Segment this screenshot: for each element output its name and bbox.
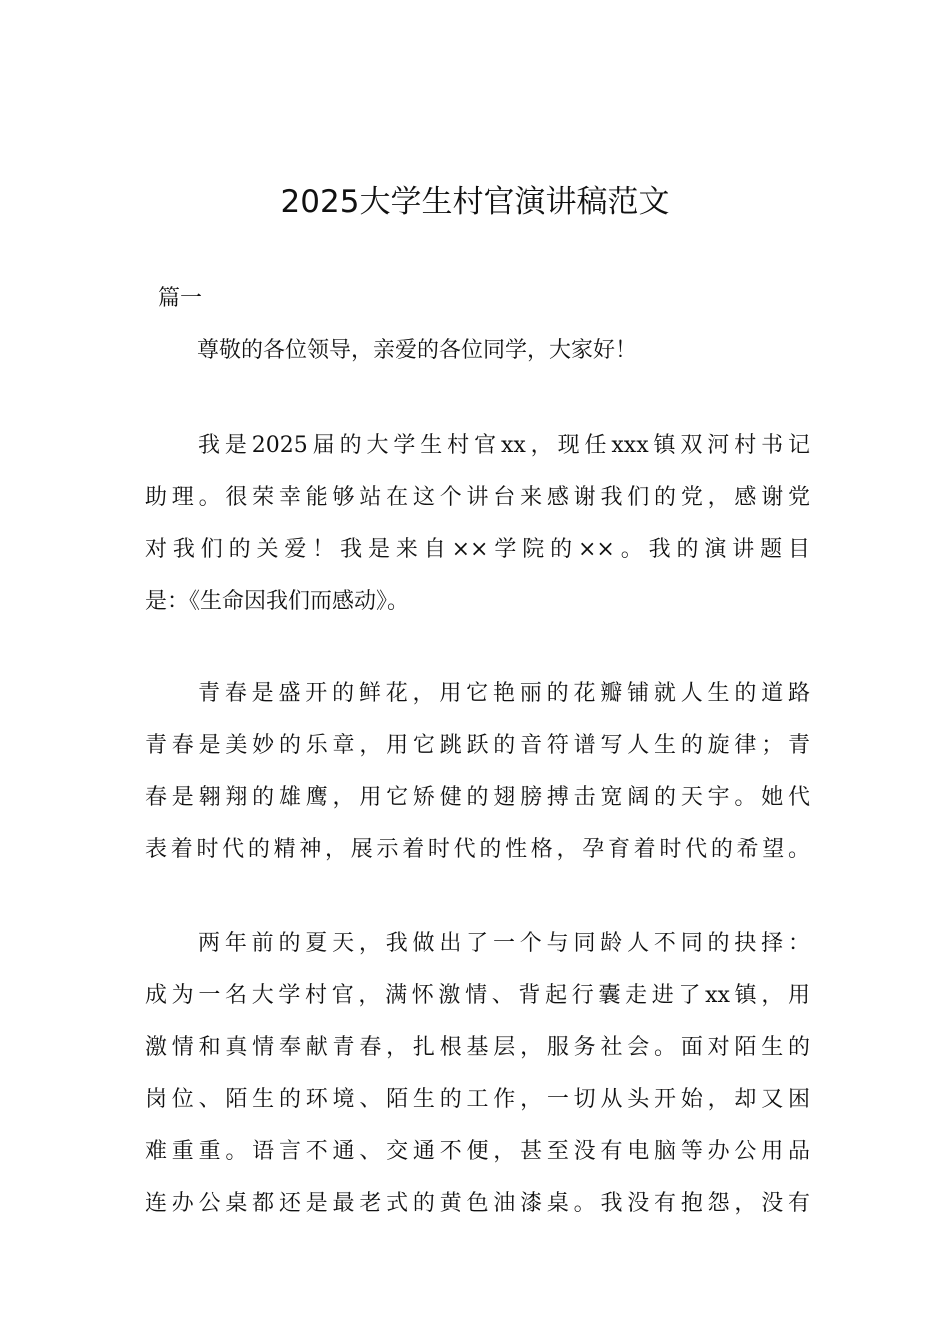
paragraph-line: 表着时代的精神，展示着时代的性格，孕育着时代的希望。: [145, 837, 810, 862]
paragraph-1: [145, 420, 810, 628]
paragraph-line: 两年前的夏天，我做出了一个与同龄人不同的抉择：: [198, 931, 810, 956]
paragraph-3: [145, 918, 810, 1230]
document-title: 2025大学生村官演讲稿范文: [280, 184, 670, 220]
paragraph-line: 青春是美妙的乐章，用它跳跃的音符谱写人生的旋律；青: [145, 733, 810, 758]
paragraph-line: 青春是盛开的鲜花，用它艳丽的花瓣铺就人生的道路: [198, 681, 810, 706]
greeting-line: 尊敬的各位领导，亲爱的各位同学，大家好！: [197, 338, 638, 363]
paragraph-line: 连办公桌都还是最老式的黄色油漆桌。我没有抱怨，没有: [145, 1191, 810, 1216]
paragraph-line: 我是2025届的大学生村官xx，现任xxx镇双河村书记: [198, 433, 810, 458]
paragraph-line: 是：《生命因我们而感动》。: [145, 589, 410, 614]
paragraph-line: 助理。很荣幸能够站在这个讲台来感谢我们的党，感谢党: [145, 485, 810, 510]
paragraph-line: 激情和真情奉献青春，扎根基层，服务社会。面对陌生的: [145, 1035, 810, 1060]
paragraph-line: 难重重。语言不通、交通不便，甚至没有电脑等办公用品: [145, 1139, 810, 1164]
paragraph-2: [145, 668, 810, 876]
paragraph-line: 成为一名大学村官，满怀激情、背起行囊走进了xx镇，用: [145, 983, 810, 1008]
section-label: 篇一: [158, 286, 203, 311]
paragraph-line: 对我们的关爱！我是来自××学院的××。我的演讲题目: [145, 537, 810, 562]
paragraph-line: 春是翱翔的雄鹰，用它矫健的翅膀搏击宽阔的天宇。她代: [145, 785, 810, 810]
paragraph-line: 岗位、陌生的环境、陌生的工作，一切从头开始，却又困: [145, 1087, 810, 1112]
